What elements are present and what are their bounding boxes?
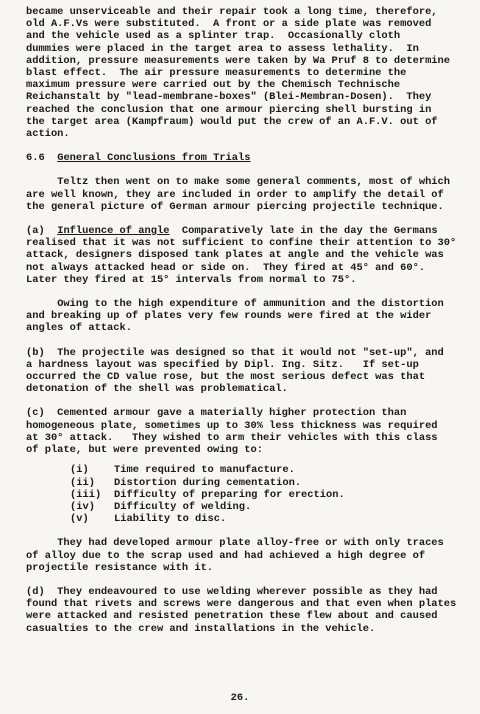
section-heading (26, 152, 462, 164)
text-line: action. (26, 128, 70, 141)
text-line: are well known, they are included in order to amplify the detail of (26, 188, 444, 201)
paragraph-c (26, 407, 462, 525)
text-line: of alloy due to the scrap used and had achieved a high degree of (26, 549, 426, 562)
text-line: not always attacked head or side on. They fired at 45° and 60°. (26, 261, 426, 274)
text-line: found that rivets and screws were dangerous and that even when plates (26, 598, 457, 611)
list-text: Difficulty of preparing for erection. (114, 488, 345, 501)
text-line: They had developed armour plate alloy-free or with only traces (57, 537, 444, 550)
paragraph-label: (a) (26, 225, 45, 238)
list-number: (iii) (70, 488, 102, 501)
alloy-paragraph (26, 537, 462, 574)
owing-paragraph (26, 298, 462, 335)
reasons-list (70, 464, 462, 525)
teltz-paragraph (26, 176, 462, 213)
list-number: (v) (70, 513, 89, 526)
text-line: old A.F.Vs were substituted. A front or a side plate was removed (26, 18, 432, 31)
text-line: detonation of the shell was problematical. (26, 383, 288, 396)
text-line: (d) They endeavoured to use welding wherever possible as they had (26, 585, 438, 598)
list-number: (iv) (70, 500, 95, 513)
text-line: and the vehicle used as a splinter trap. Occasionally cloth (26, 30, 401, 43)
list-text: Time required to manufacture. (114, 464, 295, 477)
list-item (70, 501, 462, 513)
paragraph-a (26, 225, 462, 286)
text-line: the general picture of German armour piercing projectile technique. (26, 200, 444, 213)
text-line: projectile resistance with it. (26, 561, 214, 574)
text-line: (a) Influence of angle Comparatively late in the day the Germans (26, 225, 438, 238)
text-line: realised that it was not sufficient to confine their attention to 30° (26, 237, 457, 250)
list-number: (ii) (70, 476, 95, 489)
text-line: Owing to the high expenditure of ammunition and the distortion (57, 298, 444, 311)
text-line: the target area (Kampfraum) would put the crew of an A.F.V. out of (26, 115, 438, 128)
text-line: (c) Cemented armour gave a materially higher protection than (26, 407, 407, 420)
text-line: addition, pressure measurements were taken by Wa Pruf 8 to determine (26, 54, 451, 67)
list-text: Distortion during cementation. (114, 476, 302, 489)
list-item (70, 464, 462, 476)
section-number: 6.6 (26, 152, 45, 165)
list-text: Difficulty of welding. (114, 500, 252, 513)
paragraph-b (26, 347, 462, 396)
list-item (70, 489, 462, 501)
list-item (70, 477, 462, 489)
text-line: maximum pressure were carried out by the Chemisch Technische (26, 79, 401, 92)
intro-paragraph (26, 6, 462, 140)
text-line: homogeneous plate, sometimes up to 30% less thickness was required (26, 419, 438, 432)
text-line: attack, designers disposed tank plates at angle and the vehicle was (26, 249, 444, 262)
text-line: were attacked and resisted penetration these flew about and caused (26, 610, 438, 623)
text-line: Reichanstalt by "lead-membrane-boxes" (Blei-Membran-Dosen). They (26, 91, 432, 104)
paragraph-d (26, 586, 462, 635)
text-line: Teltz then went on to make some general comments, most of which (57, 176, 451, 189)
list-item (70, 513, 462, 525)
list-text: Liability to disc. (114, 513, 227, 526)
section-title: General Conclusions from Trials (57, 152, 251, 165)
list-number: (i) (70, 464, 89, 477)
text-line: a hardness layout was specified by Dipl. Ing. Sitz. If set-up (26, 358, 419, 371)
text-line: dummies were placed in the target area to assess lethality. In (26, 42, 419, 55)
text-line: (b) The projectile was designed so that it would not "set-up", and (26, 346, 444, 359)
text-line: casualties to the crew and installations in the vehicle. (26, 622, 376, 635)
text-line: and breaking up of plates very few rounds were fired at the wider (26, 310, 432, 323)
text-line: of plate, but were prevented owing to: (26, 444, 263, 457)
text-line: at 30° attack. They wished to arm their vehicles with this class (26, 431, 438, 444)
text-line: angles of attack. (26, 322, 133, 335)
text-line: reached the conclusion that one armour piercing shell bursting in (26, 103, 432, 116)
paragraph-title: Influence of angle (57, 225, 170, 238)
text-line: blast effect. The air pressure measurements to determine the (26, 67, 407, 80)
text-line: occurred the CD value rose, but the most serious defect was that (26, 371, 426, 384)
text-line: became unserviceable and their repair took a long time, therefore, (26, 6, 438, 18)
page-number: 26. (230, 692, 250, 704)
text-line: Later they fired at 15° intervals from normal to 75°. (26, 273, 357, 286)
